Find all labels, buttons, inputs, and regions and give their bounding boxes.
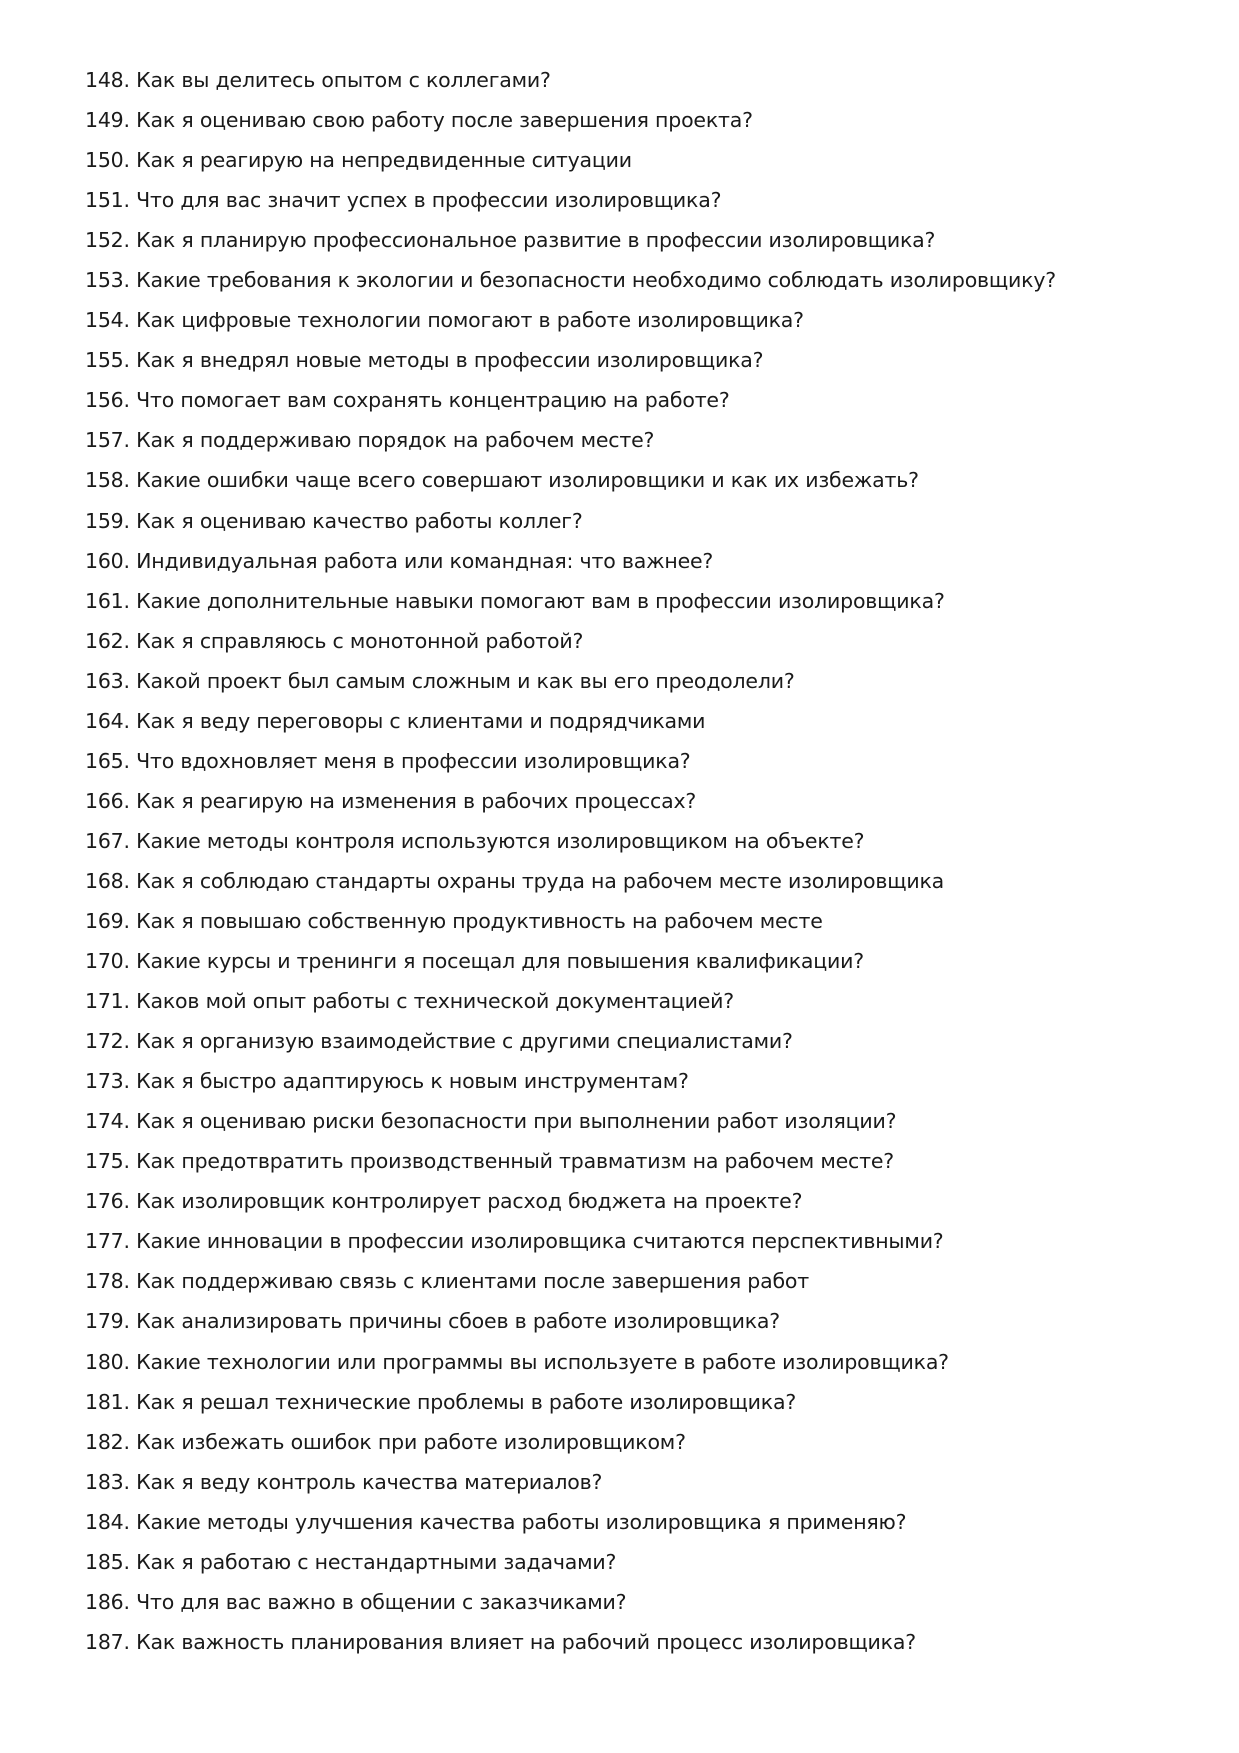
question-item: 153. Какие требования к экологии и безопасности необходимо соблюдать изолировщику? bbox=[85, 268, 1056, 293]
question-item: 159. Как я оцениваю качество работы коллег? bbox=[85, 508, 583, 533]
question-item: 149. Как я оцениваю свою работу после завершения проекта? bbox=[85, 108, 753, 133]
question-item: 170. Какие курсы и тренинги я посещал для повышения квалификации? bbox=[85, 949, 864, 974]
question-item: 154. Как цифровые технологии помогают в работе изолировщика? bbox=[85, 308, 804, 333]
question-item: 162. Как я справляюсь с монотонной работой? bbox=[85, 628, 584, 653]
question-item: 169. Как я повышаю собственную продуктивность на рабочем месте bbox=[85, 908, 823, 933]
question-item: 176. Как изолировщик контролирует расход бюджета на проекте? bbox=[85, 1189, 803, 1214]
question-item: 158. Какие ошибки чаще всего совершают изолировщики и как их избежать? bbox=[85, 468, 919, 493]
question-item: 155. Как я внедрял новые методы в профессии изолировщика? bbox=[85, 348, 764, 373]
question-item: 187. Как важность планирования влияет на рабочий процесс изолировщика? bbox=[85, 1629, 916, 1654]
question-item: 156. Что помогает вам сохранять концентрацию на работе? bbox=[85, 388, 730, 413]
question-item: 151. Что для вас значит успех в профессии изолировщика? bbox=[85, 188, 722, 213]
question-item: 168. Как я соблюдаю стандарты охраны труда на рабочем месте изолировщика bbox=[85, 868, 944, 893]
question-item: 157. Как я поддерживаю порядок на рабочем месте? bbox=[85, 428, 655, 453]
question-item: 175. Как предотвратить производственный травматизм на рабочем месте? bbox=[85, 1149, 894, 1174]
question-item: 171. Каков мой опыт работы с технической документацией? bbox=[85, 989, 734, 1014]
question-item: 165. Что вдохновляет меня в профессии изолировщика? bbox=[85, 748, 691, 773]
question-item: 179. Как анализировать причины сбоев в работе изолировщика? bbox=[85, 1309, 780, 1334]
question-item: 172. Как я организую взаимодействие с другими специалистами? bbox=[85, 1029, 793, 1054]
question-item: 164. Как я веду переговоры с клиентами и подрядчиками bbox=[85, 708, 706, 733]
question-item: 160. Индивидуальная работа или командная: что важнее? bbox=[85, 548, 714, 573]
question-item: 167. Какие методы контроля используются изолировщиком на объекте? bbox=[85, 828, 865, 853]
question-item: 166. Как я реагирую на изменения в рабочих процессах? bbox=[85, 788, 697, 813]
question-list bbox=[85, 64, 1056, 1666]
question-item: 185. Как я работаю с нестандартными задачами? bbox=[85, 1549, 617, 1574]
question-item: 152. Как я планирую профессиональное развитие в профессии изолировщика? bbox=[85, 228, 936, 253]
question-item: 180. Какие технологии или программы вы используете в работе изолировщика? bbox=[85, 1349, 949, 1374]
question-item: 183. Как я веду контроль качества материалов? bbox=[85, 1469, 603, 1494]
question-item: 163. Какой проект был самым сложным и как вы его преодолели? bbox=[85, 668, 795, 693]
question-item: 181. Как я решал технические проблемы в работе изолировщика? bbox=[85, 1389, 797, 1414]
question-item: 177. Какие инновации в профессии изолировщика считаются перспективными? bbox=[85, 1229, 944, 1254]
question-item: 148. Как вы делитесь опытом с коллегами? bbox=[85, 68, 551, 92]
question-item: 173. Как я быстро адаптируюсь к новым инструментам? bbox=[85, 1069, 689, 1094]
question-item: 174. Как я оцениваю риски безопасности при выполнении работ изоляции? bbox=[85, 1109, 897, 1134]
question-item: 161. Какие дополнительные навыки помогают вам в профессии изолировщика? bbox=[85, 588, 945, 613]
question-item: 178. Как поддерживаю связь с клиентами после завершения работ bbox=[85, 1269, 809, 1294]
question-item: 150. Как я реагирую на непредвиденные ситуации bbox=[85, 148, 632, 173]
question-item: 184. Какие методы улучшения качества работы изолировщика я применяю? bbox=[85, 1509, 907, 1534]
question-item: 182. Как избежать ошибок при работе изолировщиком? bbox=[85, 1429, 686, 1454]
question-item: 186. Что для вас важно в общении с заказчиками? bbox=[85, 1589, 627, 1614]
